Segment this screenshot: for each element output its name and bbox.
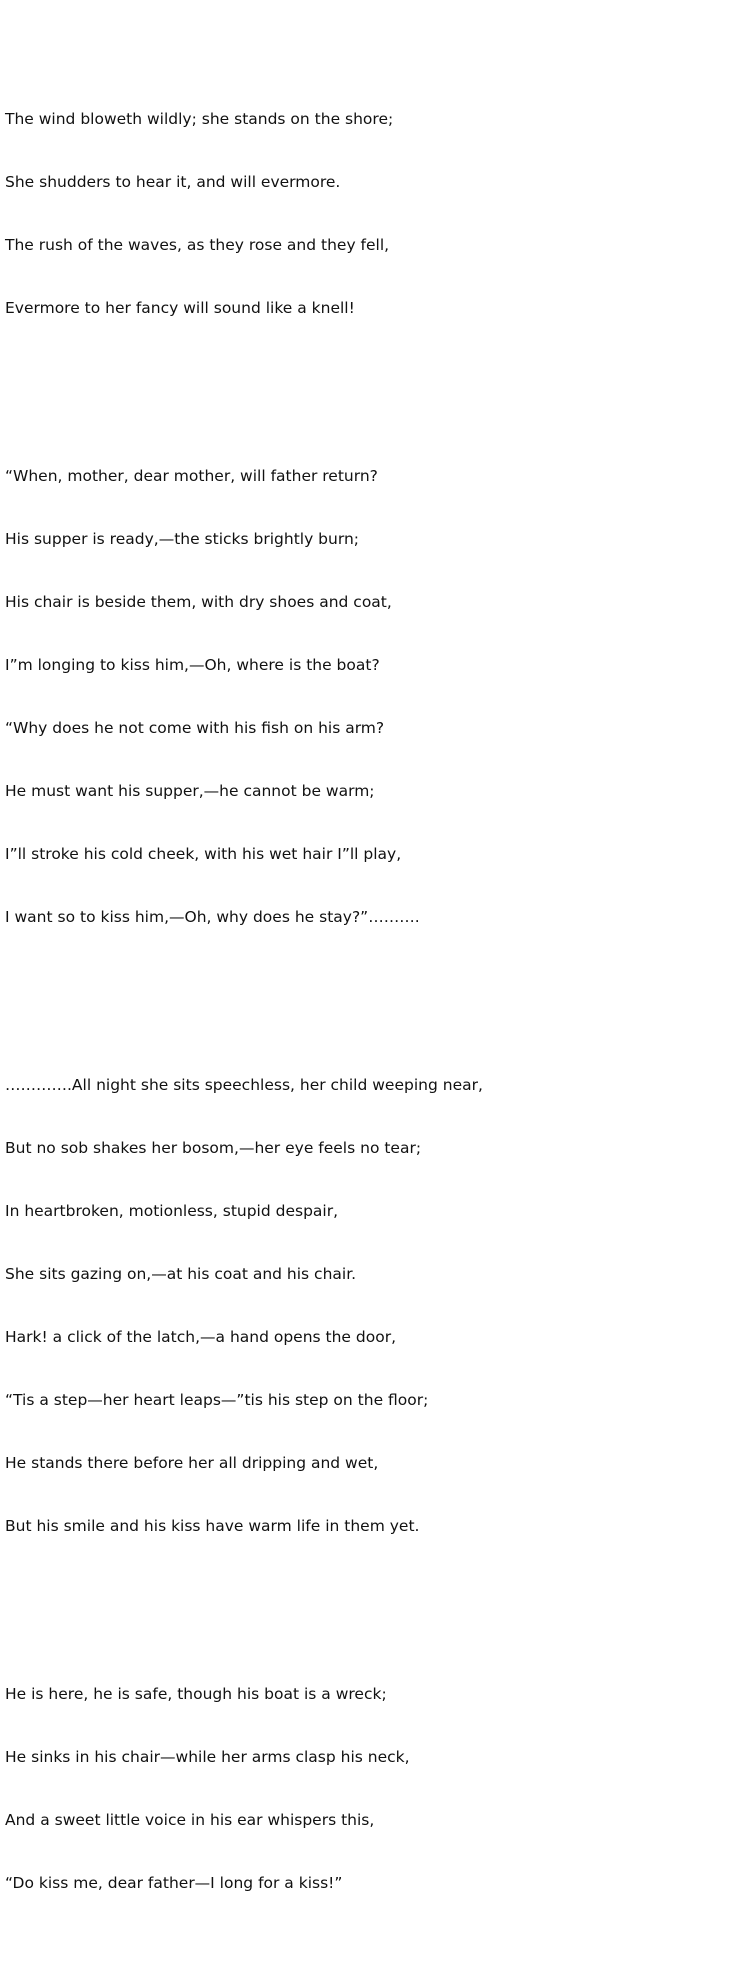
stanza-3 xyxy=(5,1033,483,1579)
stanza-1 xyxy=(5,67,483,361)
poem-line: “When, mother, dear mother, will father return? xyxy=(5,467,378,485)
poem-line: She sits gazing on,—at his coat and his chair. xyxy=(5,1265,357,1283)
poem-line: He is here, he is safe, though his boat is a wreck; xyxy=(5,1685,387,1703)
poem-line: But no sob shakes her bosom,—her eye feels no tear; xyxy=(5,1139,422,1157)
poem-line: But his smile and his kiss have warm life in them yet. xyxy=(5,1517,420,1535)
poem-line: “Do kiss me, dear father—I long for a kiss!” xyxy=(5,1874,343,1892)
poem-line: She shudders to hear it, and will evermore. xyxy=(5,173,341,191)
poem-line: Evermore to her fancy will sound like a knell! xyxy=(5,299,355,317)
poem-line: Hark! a click of the latch,—a hand opens the door, xyxy=(5,1328,397,1346)
poem-line: The rush of the waves, as they rose and they fell, xyxy=(5,236,390,254)
poem-line: In heartbroken, motionless, stupid despair, xyxy=(5,1202,339,1220)
poem-line: I want so to kiss him,—Oh, why does he stay?”………. xyxy=(5,908,420,926)
poem-line: I”m longing to kiss him,—Oh, where is the boat? xyxy=(5,656,380,674)
poem-line: He stands there before her all dripping and wet, xyxy=(5,1454,379,1472)
poem-line: And a sweet little voice in his ear whispers this, xyxy=(5,1811,375,1829)
poem-line: ………….All night she sits speechless, her child weeping near, xyxy=(5,1076,483,1094)
poem-line: “Why does he not come with his fish on his arm? xyxy=(5,719,385,737)
poem-text xyxy=(5,25,483,1978)
poem-line: The wind bloweth wildly; she stands on the shore; xyxy=(5,110,394,128)
stanza-4 xyxy=(5,1642,483,1936)
poem-line: He sinks in his chair—while her arms clasp his neck, xyxy=(5,1748,410,1766)
poem-line: “Tis a step—her heart leaps—”tis his step on the floor; xyxy=(5,1391,429,1409)
poem-line: His supper is ready,—the sticks brightly burn; xyxy=(5,530,359,548)
poem-line: I”ll stroke his cold cheek, with his wet hair I”ll play, xyxy=(5,845,402,863)
poem-line: His chair is beside them, with dry shoes and coat, xyxy=(5,593,392,611)
stanza-2 xyxy=(5,424,483,970)
poem-line: He must want his supper,—he cannot be warm; xyxy=(5,782,375,800)
